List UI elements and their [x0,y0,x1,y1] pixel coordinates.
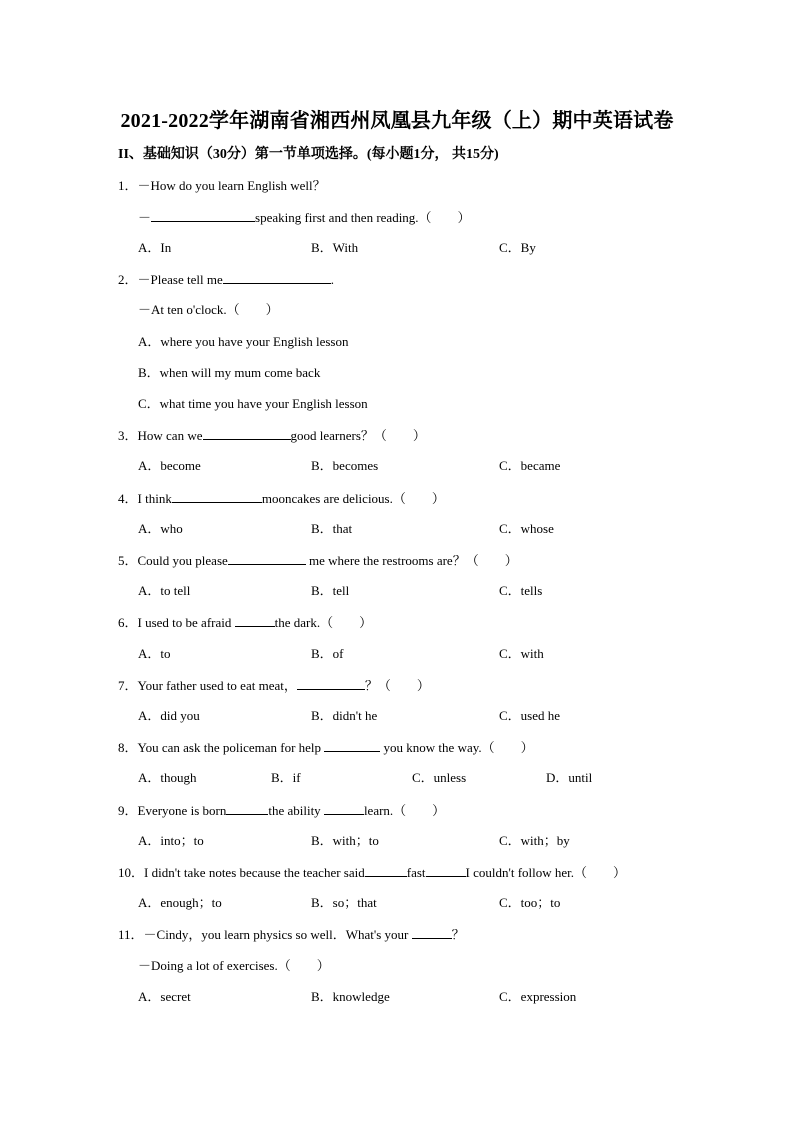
question-2-answer-line [138,301,279,319]
answer-blank[interactable] [426,863,466,877]
question-text: I didn't take notes because the teacher said [144,865,365,880]
q3-option-a[interactable]: A．become [138,458,201,473]
answer-blank[interactable] [235,613,275,627]
question-text: You can ask the policeman for help [137,740,325,755]
q6-option-b[interactable]: B．of [311,646,344,661]
question-number: 1． [118,178,138,193]
q2-option-c[interactable]: C．what time you have your English lesson [138,396,368,411]
q4-option-a[interactable]: A．who [138,521,183,536]
q8-option-d[interactable]: D．until [546,770,593,785]
question-text: . [330,272,334,287]
question-1-answer-line [138,208,471,227]
question-3 [118,426,426,445]
q11-option-a[interactable]: A．secret [138,989,191,1004]
q8-option-c[interactable]: C．unless [412,770,467,785]
question-text: ？ [451,927,465,942]
q1-option-c[interactable]: C．By [499,240,536,255]
question-4 [118,489,445,508]
question-number: 3． [118,428,138,443]
question-number: 10． [118,865,145,880]
q5-option-c[interactable]: C．tells [499,583,543,598]
q4-option-c[interactable]: C．whose [499,521,554,536]
question-6 [118,613,372,632]
q5-option-a[interactable]: A．to tell [138,583,191,598]
question-text: I couldn't follow her.（ ） [465,865,627,880]
question-number: 4． [118,491,138,506]
question-number: 11． [118,927,144,942]
question-text: fast [406,865,426,880]
q8-option-b[interactable]: B．if [271,770,301,785]
q7-option-a[interactable]: A．did you [138,708,200,723]
q3-option-c[interactable]: C．became [499,458,561,473]
answer-blank[interactable] [151,208,255,222]
q9-option-a[interactable]: A．into；to [138,833,204,848]
question-text: Could you please [137,553,228,568]
question-text: －At ten o'clock.（ ） [138,302,279,317]
question-8 [118,738,534,757]
q2-option-a[interactable]: A．where you have your English lesson [138,334,349,349]
answer-blank[interactable] [228,551,306,565]
exam-title: 2021-2022学年湖南省湘西州凤凰县九年级（上）期中英语试卷 [120,110,674,132]
q6-option-a[interactable]: A．to [138,646,171,661]
q9-option-c[interactable]: C．with；by [499,833,570,848]
answer-blank[interactable] [203,426,291,440]
question-text: ？（ ） [364,678,430,693]
section-heading: II、基础知识（30分）第一节单项选择。(每小题1分， 共15分) [118,147,499,162]
question-number: 6． [118,615,138,630]
question-1 [118,177,326,195]
answer-blank[interactable] [297,676,365,690]
question-text: － [138,210,152,225]
question-7 [118,676,430,695]
question-text: How can we [137,428,203,443]
question-text: －How do you learn English well？ [137,178,326,193]
q1-option-a[interactable]: A．In [138,240,172,255]
answer-blank[interactable] [365,863,407,877]
question-text: －Please tell me [137,272,223,287]
question-text: mooncakes are delicious.（ ） [261,491,445,506]
question-text: －Cindy，you learn physics so well．What's your [143,927,412,942]
q7-option-c[interactable]: C．used he [499,708,561,723]
q9-option-b[interactable]: B．with；to [311,833,379,848]
question-10 [118,863,626,882]
answer-blank[interactable] [412,925,452,939]
q5-option-b[interactable]: B．tell [311,583,350,598]
question-text: speaking first and then reading.（ ） [255,210,471,225]
q1-option-b[interactable]: B．With [311,240,359,255]
q6-option-c[interactable]: C．with [499,646,544,661]
question-text: me where the restrooms are？（ ） [305,553,518,568]
question-9 [118,801,445,820]
question-number: 5． [118,553,138,568]
question-text: I think [137,491,172,506]
question-text: Your father used to eat meat， [137,678,297,693]
q3-option-b[interactable]: B．becomes [311,458,379,473]
q11-option-c[interactable]: C．expression [499,989,577,1004]
q8-option-a[interactable]: A．though [138,770,197,785]
question-text: you know the way.（ ） [380,740,534,755]
question-text: good learners？（ ） [290,428,426,443]
question-text: I used to be afraid [137,615,235,630]
q10-option-b[interactable]: B．so；that [311,895,377,910]
question-11-answer-line [138,957,330,975]
answer-blank[interactable] [172,489,262,503]
question-5 [118,551,518,570]
answer-blank[interactable] [324,801,364,815]
question-number: 2． [118,272,138,287]
q10-option-a[interactable]: A．enough；to [138,895,222,910]
answer-blank[interactable] [324,738,380,752]
question-number: 9． [118,803,138,818]
question-text: learn.（ ） [363,803,446,818]
q7-option-b[interactable]: B．didn't he [311,708,378,723]
answer-blank[interactable] [226,801,268,815]
question-2 [118,270,334,289]
q2-option-b[interactable]: B．when will my mum come back [138,365,321,380]
answer-blank[interactable] [223,270,331,284]
question-text: the ability [268,803,324,818]
question-number: 7． [118,678,138,693]
question-number: 8． [118,740,138,755]
q11-option-b[interactable]: B．knowledge [311,989,390,1004]
question-text: Everyone is born [137,803,227,818]
question-text: －Doing a lot of exercises.（ ） [138,958,330,973]
q10-option-c[interactable]: C．too；to [499,895,561,910]
question-11 [118,925,465,944]
q4-option-b[interactable]: B．that [311,521,353,536]
question-text: the dark.（ ） [274,615,373,630]
